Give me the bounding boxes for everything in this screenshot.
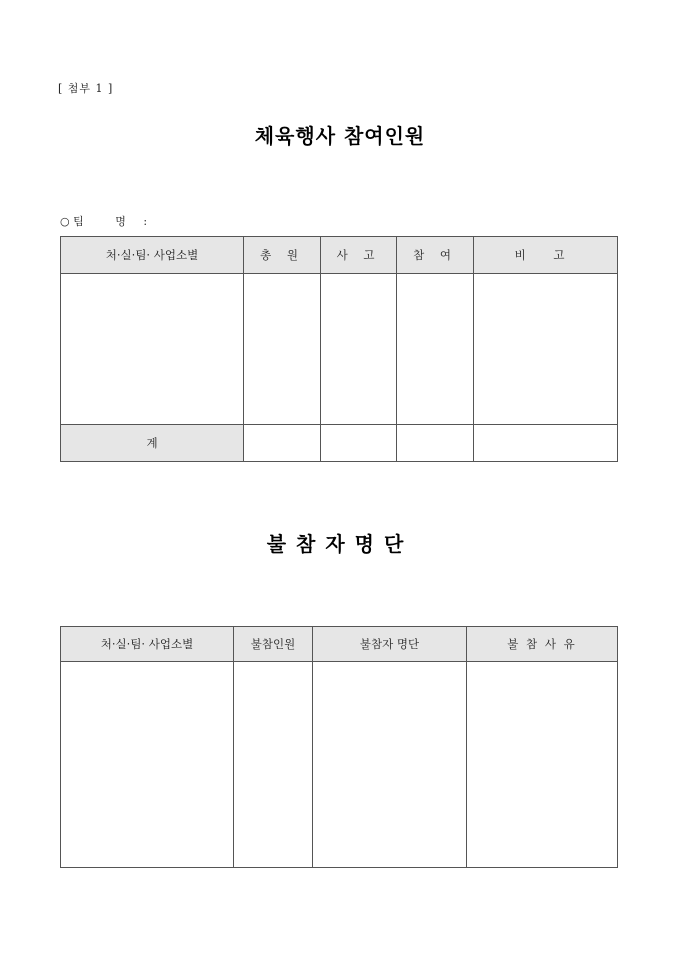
- col-header-absence-reason: 불 참 사 유: [467, 627, 618, 662]
- col-header-participation: 참 여: [397, 237, 474, 274]
- col-header-remarks: 비 고: [474, 237, 618, 274]
- table-total-row: [61, 425, 618, 462]
- absentee-table: [60, 626, 618, 868]
- cell-total-sum[interactable]: [244, 425, 321, 462]
- cell-absence[interactable]: [321, 274, 397, 425]
- cell-department[interactable]: [61, 662, 234, 868]
- team-name-colon: :: [143, 215, 148, 228]
- cell-department[interactable]: [61, 274, 244, 425]
- cell-remarks[interactable]: [474, 274, 618, 425]
- cell-absentee-list[interactable]: [313, 662, 467, 868]
- col-header-absentee-list: 불참자 명단: [313, 627, 467, 662]
- cell-participation[interactable]: [397, 274, 474, 425]
- cell-absence-sum[interactable]: [321, 425, 397, 462]
- cell-remarks-sum[interactable]: [474, 425, 618, 462]
- participation-table: [60, 236, 618, 462]
- cell-absence-reason[interactable]: [467, 662, 618, 868]
- absentee-title: 불참자명단: [266, 532, 414, 556]
- col-header-absence: 사 고: [321, 237, 397, 274]
- col-header-total: 총 원: [244, 237, 321, 274]
- team-name-label: 팀 명: [73, 215, 140, 228]
- table-row: [61, 662, 618, 868]
- table-header-row: [61, 237, 618, 274]
- total-label: 계: [61, 425, 244, 462]
- col-header-department: 처·실·팀· 사업소별: [61, 627, 234, 662]
- cell-absent-count[interactable]: [234, 662, 313, 868]
- bullet-icon: ○: [60, 215, 70, 228]
- table-row: [61, 274, 618, 425]
- team-name-line: [60, 213, 147, 229]
- table-header-row: [61, 627, 618, 662]
- page-title: 체육행사 참여인원: [254, 124, 426, 148]
- attachment-label: [ 첨부 1 ]: [58, 82, 114, 95]
- col-header-department: 처·실·팀· 사업소별: [61, 237, 244, 274]
- cell-total[interactable]: [244, 274, 321, 425]
- col-header-absent-count: 불참인원: [234, 627, 313, 662]
- cell-participation-sum[interactable]: [397, 425, 474, 462]
